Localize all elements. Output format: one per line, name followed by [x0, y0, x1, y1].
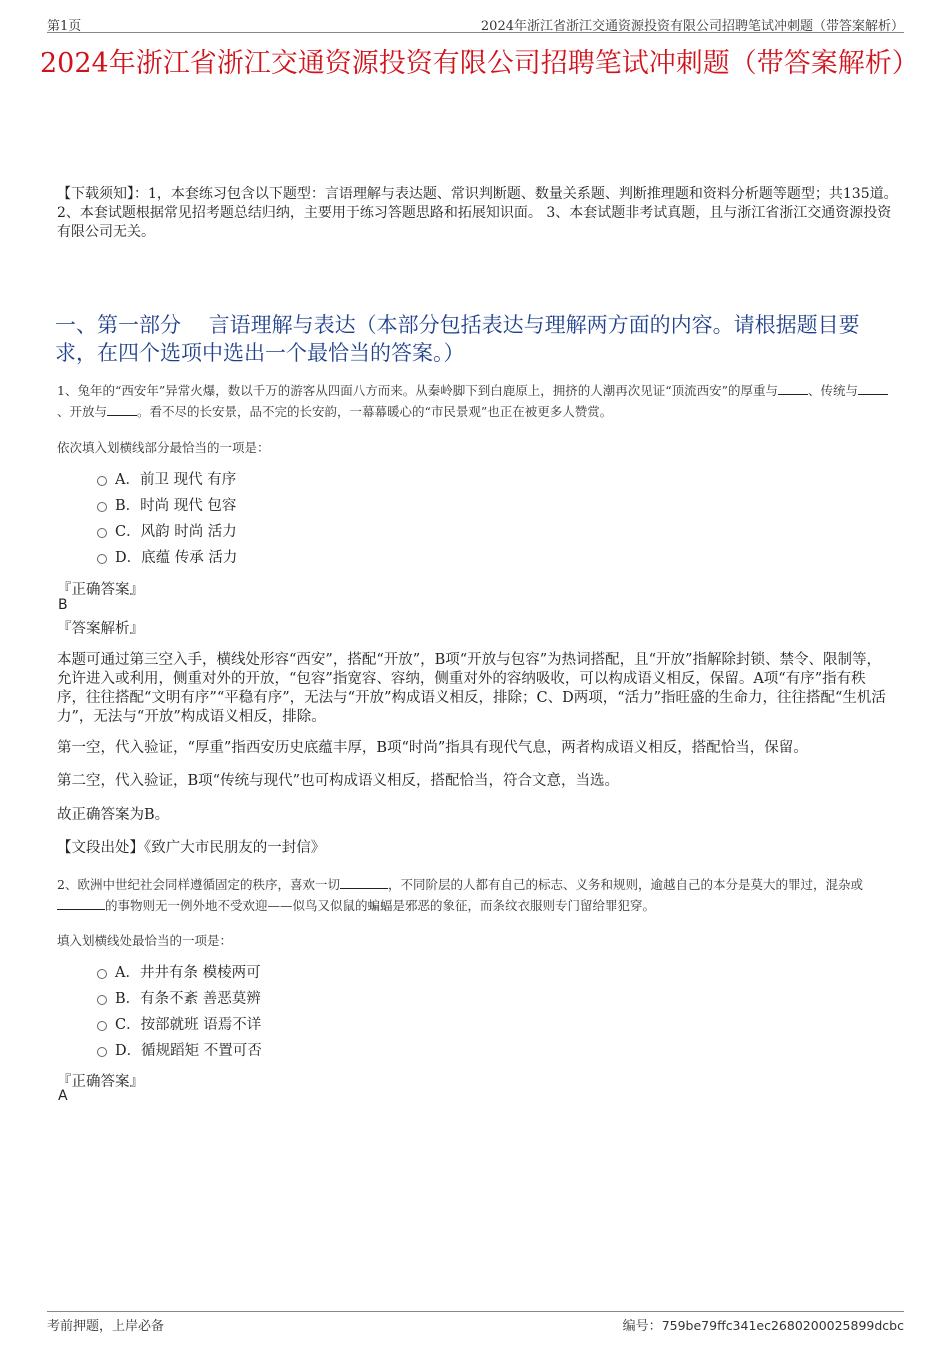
- question-1-text: [57, 380, 900, 422]
- option-b[interactable]: [97, 986, 262, 1012]
- radio-icon[interactable]: [97, 502, 107, 512]
- footer-slogan: 考前押题，上岸必备: [47, 1319, 165, 1334]
- code-label: 编号：: [622, 1319, 662, 1334]
- option-a[interactable]: [97, 467, 237, 493]
- option-d[interactable]: [97, 545, 237, 571]
- question-2-prompt: 填入划横线处最恰当的一项是：: [57, 933, 233, 948]
- option-b[interactable]: [97, 493, 237, 519]
- option-c[interactable]: [97, 1012, 262, 1038]
- code-value: 759be79ffc341ec2680200025899dcbc: [661, 1318, 904, 1333]
- option-label: B．有条不紊 善恶莫辨: [115, 991, 261, 1007]
- radio-icon[interactable]: [97, 554, 107, 564]
- correct-answer-label: 『正确答案』: [57, 582, 144, 598]
- question-1-text-part: 1、兔年的“西安年”异常火爆，数以千万的游客从四面八方而来。从秦岭脚下到白鹿原上，拥挤的人潮再次见证“顶流西安”的厚重与: [57, 383, 779, 398]
- header-doc-title: 2024年浙江省浙江交通资源投资有限公司招聘笔试冲刺题（带答案解析）: [480, 19, 904, 34]
- correct-answer: B: [58, 597, 68, 613]
- radio-icon[interactable]: [97, 995, 107, 1005]
- question-1-text-part: 、开放与: [57, 404, 108, 419]
- option-label: C．按部就班 语焉不详: [115, 1017, 262, 1033]
- radio-icon[interactable]: [97, 969, 107, 979]
- document-title: 2024年浙江省浙江交通资源投资有限公司招聘笔试冲刺题（带答案解析）: [40, 48, 919, 79]
- page-number: 第1页: [47, 19, 82, 34]
- blank: [57, 896, 105, 910]
- option-label: B．时尚 现代 包容: [115, 498, 237, 514]
- radio-icon[interactable]: [97, 1047, 107, 1057]
- analysis-paragraph: 本题可通过第三空入手，横线处形容“西安”，搭配“开放”，B项“开放与包容”为热词搭配，且“开放”指解除封锁、禁令、限制等，允许进入或利用，侧重对外的开放，“包容”指宽容、容纳，侧重对外的容纳吸收，可以构成语义相反，保留。A项“有序”指有秩序，往往搭配“文明有序”“平稳有序”，无法与“开放”构成语义相反，排除；C、D两项，“活力”指旺盛的生命力，往往搭配“生机活力”，无法与“开放”构成语义相反，排除。: [57, 652, 886, 725]
- question-1-text-part: 。看不尽的长安景，品不完的长安韵，一幕幕暖心的“市民景观”也正在被更多人赞赏。: [137, 404, 613, 419]
- analysis-paragraph: 第二空，代入验证，B项“传统与现代”也可构成语义相反，搭配恰当，符合文意，当选。: [57, 773, 619, 789]
- option-label: D．循规蹈矩 不置可否: [115, 1043, 262, 1059]
- radio-icon[interactable]: [97, 1021, 107, 1031]
- blank: [107, 402, 137, 416]
- question-2-text-part: 的事物则无一例外地不受欢迎——似鸟又似鼠的蝙蝠是邪恶的象征，而条纹衣服则专门留给罪犯穿。: [105, 898, 656, 913]
- blank: [340, 875, 388, 889]
- source-citation: 【文段出处】《致广大市民朋友的一封信》: [57, 840, 326, 856]
- blank: [778, 381, 808, 395]
- question-2-text-part: ，不同阶层的人都有自己的标志、义务和规则，逾越自己的本分是莫大的罪过，混杂或: [387, 877, 863, 892]
- correct-answer: A: [58, 1088, 68, 1104]
- question-2-options: [97, 960, 262, 1064]
- question-1-prompt: 依次填入划横线部分最恰当的一项是：: [57, 440, 270, 455]
- question-2-text: [57, 874, 900, 916]
- analysis-paragraph: 第一空，代入验证，“厚重”指西安历史底蕴丰厚，B项“时尚”指具有现代气息，两者构成语义相反，搭配恰当，保留。: [57, 740, 808, 756]
- radio-icon[interactable]: [97, 528, 107, 538]
- section-heading: 一、第一部分 言语理解与表达（本部分包括表达与理解两方面的内容。请根据题目要求，在四个选项中选出一个最恰当的答案。）: [55, 313, 860, 365]
- blank: [858, 381, 888, 395]
- page-header: [47, 12, 904, 33]
- analysis-label: 『答案解析』: [57, 621, 144, 637]
- page-footer: [47, 1311, 904, 1332]
- question-1-options: [97, 467, 237, 571]
- option-label: D．底蕴 传承 活力: [115, 550, 238, 566]
- question-2-text-part: 2、欧洲中世纪社会同样遵循固定的秩序，喜欢一切: [57, 877, 340, 892]
- question-1-text-part: 、传统与: [808, 383, 859, 398]
- option-c[interactable]: [97, 519, 237, 545]
- correct-answer-label: 『正确答案』: [57, 1074, 144, 1090]
- radio-icon[interactable]: [97, 476, 107, 486]
- option-label: A．井井有条 模棱两可: [115, 965, 261, 981]
- option-label: C．风韵 时尚 活力: [115, 524, 237, 540]
- download-notice: 【下载须知】：1，本套练习包含以下题型：言语理解与表达题、常识判断题、数量关系题、判断推理题和资料分析题等题型；共135道。 2、本套试题根据常见招考题总结归纳，主要用于练习答题思路和拓展知识面。 3、本套试题非考试真题，且与浙江省浙江交通资源投资有限公司无关。: [57, 186, 898, 240]
- option-label: A．前卫 现代 有序: [115, 472, 237, 488]
- option-a[interactable]: [97, 960, 262, 986]
- document-code: [623, 1315, 904, 1334]
- analysis-conclusion: 故正确答案为B。: [57, 807, 170, 823]
- option-d[interactable]: [97, 1038, 262, 1064]
